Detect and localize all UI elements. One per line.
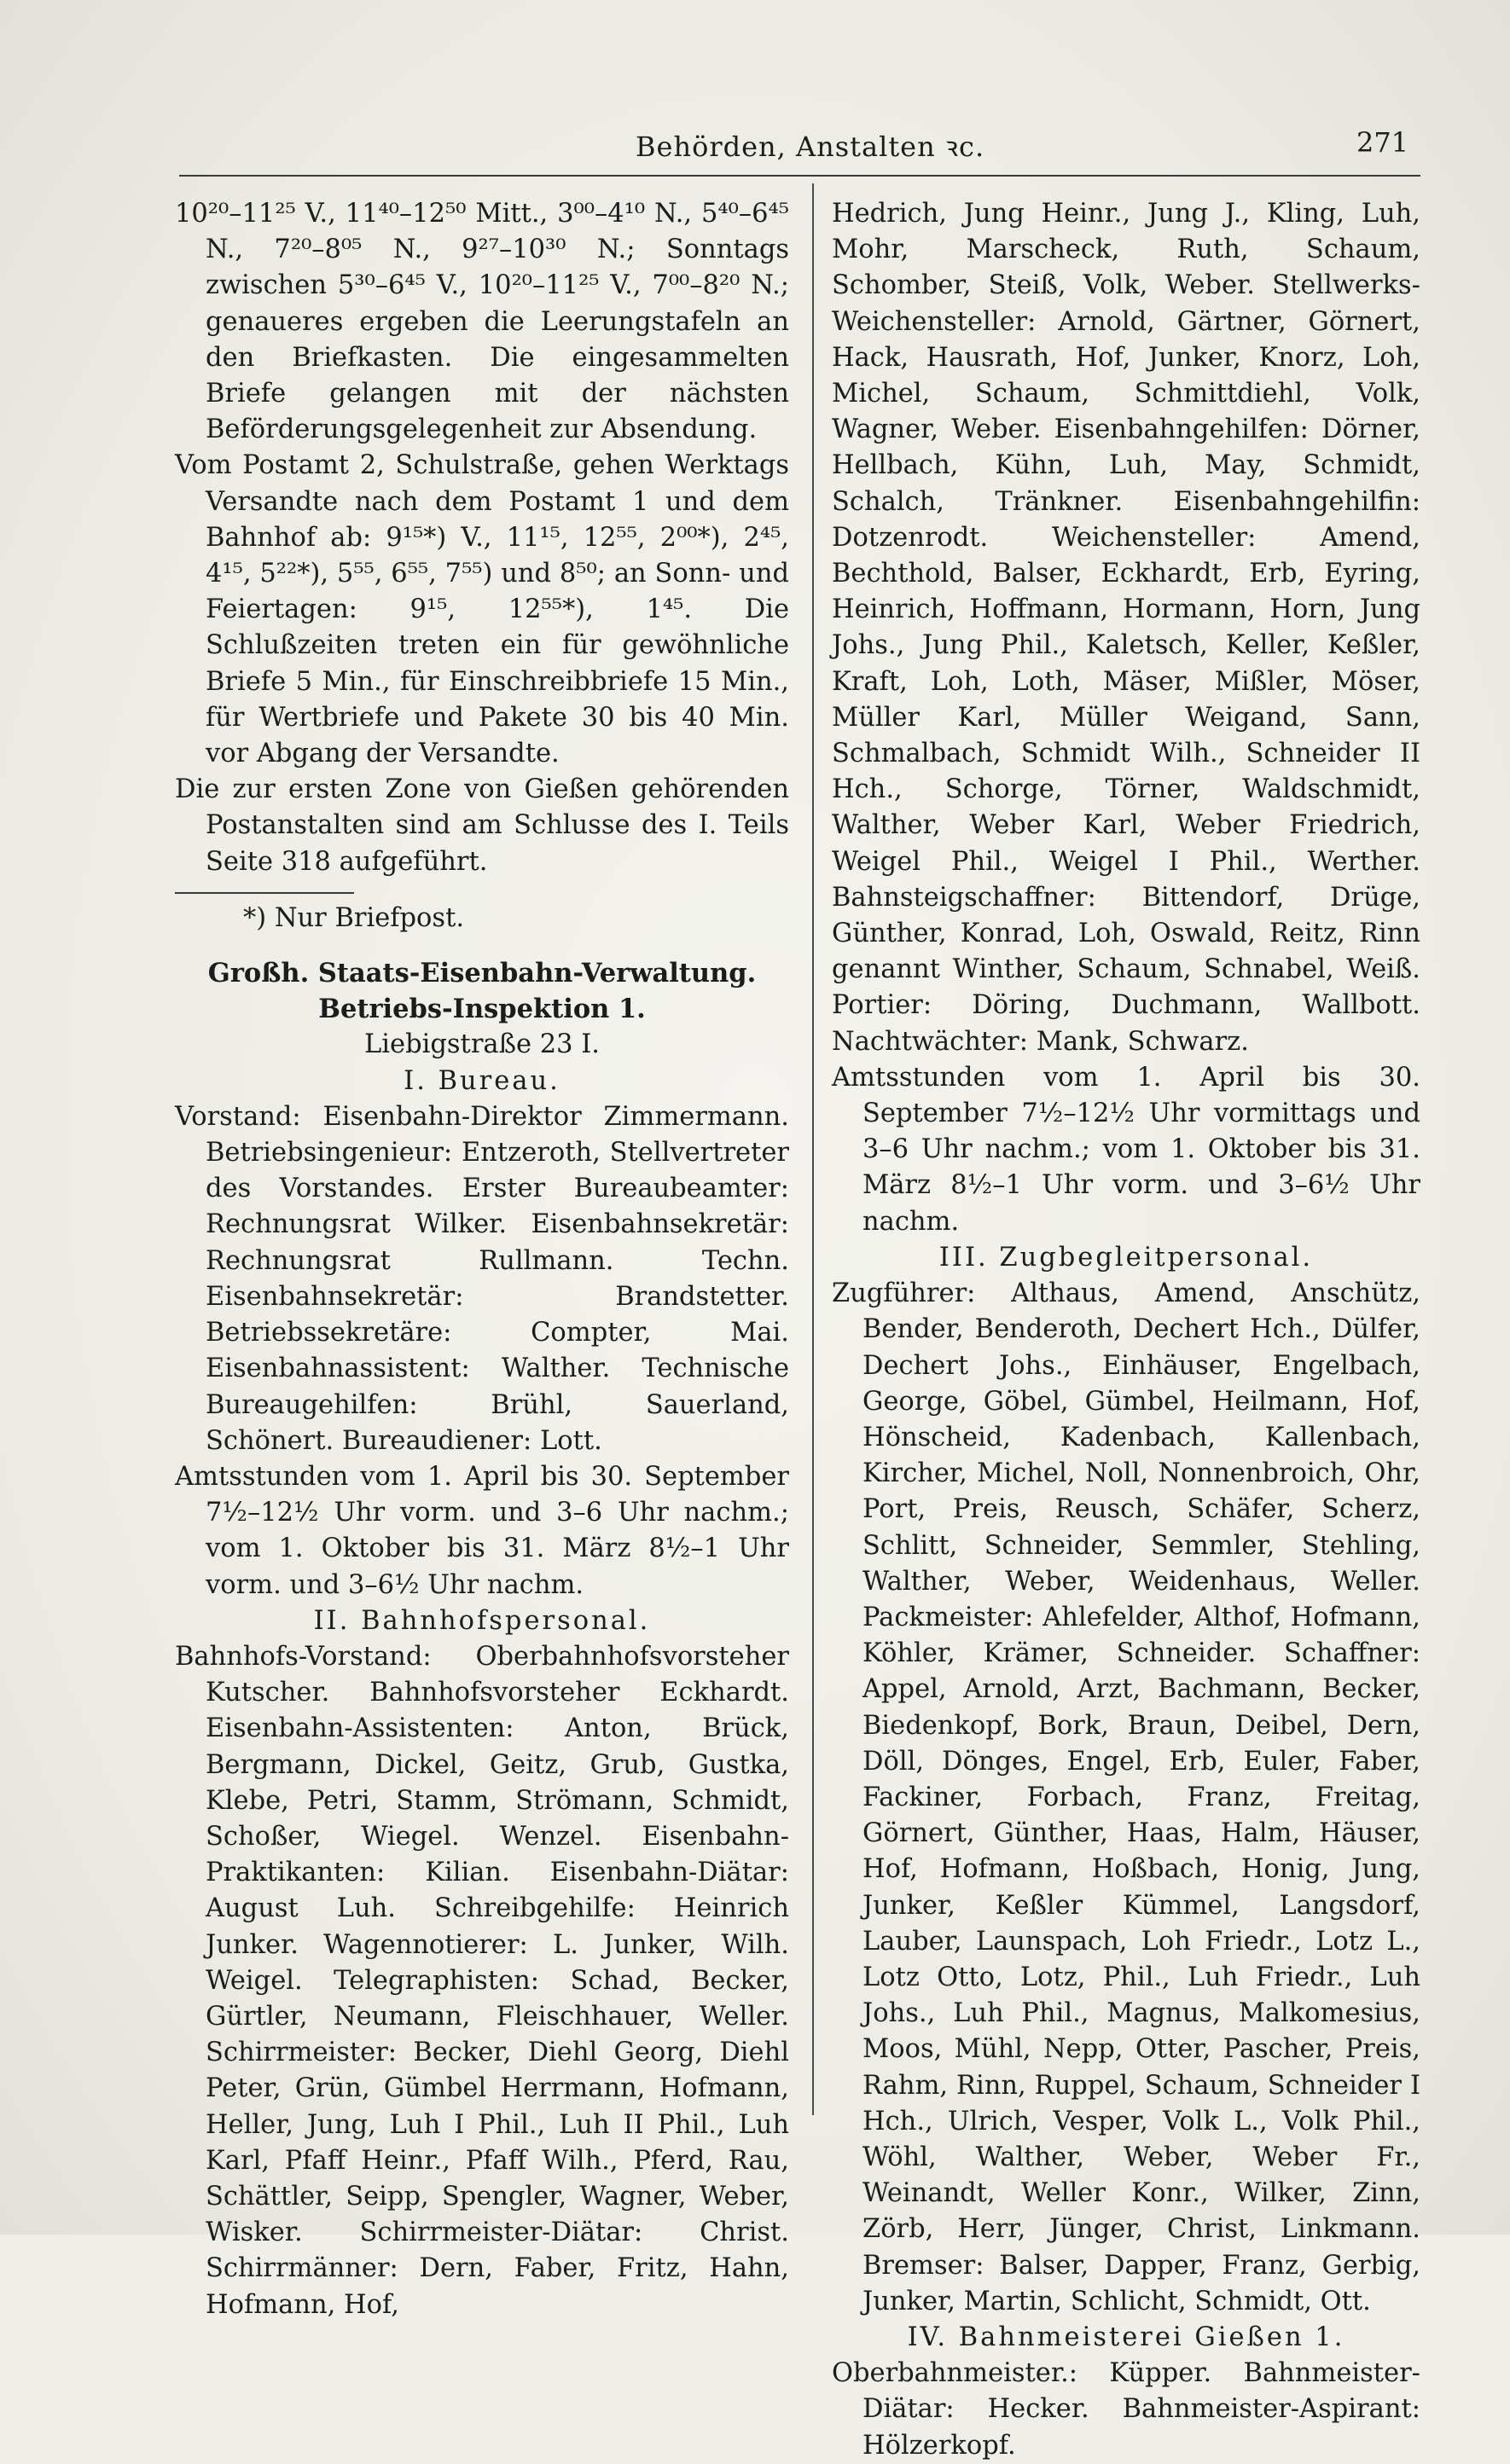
train-crew: Zugführer: Althaus, Amend, Anschütz, Bender, Benderoth, Dechert Hch., Dülfer, Dechert Johs., Einhäuser, Engelbach, George, Göbel, Gümbel, Heilmann, Hof, Hönscheid, Kadenbach, Kallenbach, Kircher, Michel, Noll, Nonnenbroich, Ohr, Port, Preis, Reusch, Schäfer, Scherz, Schlitt, Schneider, Semmler, Stehling, Walther, Weber, Weidenhaus, Weller. Packmeister: Ahlefelder, Althof, Hofmann, Köhler, Krämer, Schneider. Schaffner: Appel, Arnold, Arzt, Bachmann, Becker, Biedenkopf, Bork, Braun, Deibel, Dern, Döll, Dönges, Engel, Erb, Euler, Faber, Fackiner, Forbach, Franz, Freitag, Görnert, Günther, Haas, Halm, Häuser, Hof, Hofmann, Hoßbach, Honig, Jung, Junker, Keßler Kümmel, Langsdorf, Lauber, Launspach, Loh Friedr., Lotz L., Lotz Otto, Lotz, Phil., Luh Friedr., Luh Johs., Luh Phil., Magnus, Malkomesius, Moos, Mühl, Nepp, Otter, Pascher, Preis, Rahm, Rinn, Ruppel, Schaum, Schneider I Hch., Ulrich, Vesper, Volk L., Volk Phil., Wöhl, Walther, Weber, Weber Fr., Weinandt, Weller Konr., Wilker, Zinn, Zörb, Herr, Jünger, Christ, Linkmann. Bremser: Balser, Dapper, Franz, Gerbig, Junker, Martin, Schlicht, Schmidt, Ott. [832, 1278, 1420, 2316]
address: Liebigstraße 23 I. [364, 1029, 600, 1060]
footnote: *) Nur Briefpost. [243, 902, 465, 933]
postamt-2-paragraph: Vom Postamt 2, Schulstraße, gehen Werktags Versandte nach dem Postamt 1 und dem Bahnhof ab: 9¹⁵*) V., 11¹⁵, 12⁵⁵, 2⁰⁰*), 2⁴⁵, 4¹⁵, 5²²*), 5⁵⁵, 6⁵⁵, 7⁵⁵) und 8⁵⁰; an Sonn- und Feiertagen: 9¹⁵, 12⁵⁵*), 1⁴⁵. Die Schlußzeiten treten ein für gewöhnliche Briefe 5 Min., für Einschreibbriefe 15 Min., für Wertbriefe und Pakete 30 bis 40 Min. vor Abgang der Versandte. [175, 450, 789, 769]
right-column [832, 196, 1420, 2464]
subsection-title-track-maintenance: IV. Bahnmeisterei Gießen 1. [907, 2322, 1345, 2352]
left-column [175, 196, 789, 2323]
subsection-title-train-crew: III. Zugbegleitpersonal. [938, 1242, 1314, 1273]
footnote-rule [175, 892, 354, 894]
running-head: Behörden, Anstalten ꝛc. [636, 130, 985, 163]
post-collection-times: 10²⁰–11²⁵ V., 11⁴⁰–12⁵⁰ Mitt., 3⁰⁰–4¹⁰ N., 5⁴⁰–6⁴⁵ N., 7²⁰–8⁰⁵ N., 9²⁷–10³⁰ N.; Sonntags zwischen 5³⁰–6⁴⁵ V., 10²⁰–11²⁵ V., 7⁰⁰–8²⁰ N.; genaueres ergeben die Leerungstafeln an den Briefkasten. Die eingesammelten Briefe gelangen mit der nächsten Beförderungsgelegenheit zur Absendung. [175, 199, 789, 445]
section-heading-railway: Großh. Staats-Eisenbahn-Verwaltung. [207, 958, 757, 989]
station-staff: Bahnhofs-Vorstand: Oberbahnhofsvorsteher Kutscher. Bahnhofsvorsteher Eckhardt. Eisenbahn-Assistenten: Anton, Brück, Bergmann, Dickel, Geitz, Grub, Gustka, Klebe, Petri, Stamm, Strömann, Schmidt, Schoßer, Wiegel. Wenzel. Eisenbahn-Praktikanten: Kilian. Eisenbahn-Diätar: August Luh. Schreibgehilfe: Heinrich Junker. Wagennotierer: L. Junker, Wilh. Weigel. Telegraphisten: Schad, Becker, Gürtler, Neumann, Fleischhauer, Weller. Schirrmeister: Becker, Diehl Georg, Diehl Peter, Grün, Gümbel Herrmann, Hofmann, Heller, Jung, Luh I Phil., Luh II Phil., Luh Karl, Pfaff Heinr., Pfaff Wilh., Pferd, Rau, Schättler, Seipp, Spengler, Wagner, Weber, Wisker. Schirrmeister-Diätar: Christ. Schirrmänner: Dern, Faber, Fritz, Hahn, Hofmann, Hof, [175, 1641, 789, 2320]
page-number: 271 [1356, 126, 1409, 159]
column-divider [812, 183, 814, 2115]
track-maintenance-staff: Oberbahnmeister.: Küpper. Bahnmeister-Diätar: Hecker. Bahnmeister-Aspirant: Hölzerkopf. [832, 2358, 1420, 2461]
header-rule [179, 175, 1420, 177]
subsection-title-station-staff: II. Bahnhofspersonal. [313, 1605, 651, 1636]
bureau-office-hours: Amtsstunden vom 1. April bis 30. September 7½–12½ Uhr vorm. und 3–6 Uhr nachm.; vom 1. Oktober bis 31. März 8½–1 Uhr vorm. und 3–6½ Uhr nachm. [175, 1461, 789, 1600]
section-heading-inspection: Betriebs-Inspektion 1. [318, 994, 646, 1025]
subsection-title-bureau: I. Bureau. [404, 1065, 560, 1096]
station-staff-continued: Hedrich, Jung Heinr., Jung J., Kling, Luh, Mohr, Marscheck, Ruth, Schaum, Schomber, Steiß, Volk, Weber. Stellwerks-Weichensteller: Arnold, Gärtner, Görnert, Hack, Hausrath, Hof, Junker, Knorz, Loh, Michel, Schaum, Schmittdiehl, Volk, Wagner, Weber. Eisenbahngehilfen: Dörner, Hellbach, Kühn, Luh, May, Schmidt, Schalch, Tränkner. Eisenbahngehilfin: Dotzenrodt. Weichensteller: Amend, Bechthold, Balser, Eckhardt, Erb, Eyring, Heinrich, Hoffmann, Hormann, Horn, Jung Johs., Jung Phil., Kaletsch, Keller, Keßler, Kraft, Loh, Loth, Mäser, Mißler, Möser, Müller Karl, Müller Weigand, Sann, Schmalbach, Schmidt Wilh., Schneider II Hch., Schorge, Törner, Waldschmidt, Walther, Weber Karl, Weber Friedrich, Weigel Phil., Weigel I Phil., Werther. Bahnsteigschaffner: Bittendorf, Drüge, Günther, Konrad, Loh, Oswald, Reitz, Rinn genannt Winther, Schaum, Schnabel, Weiß. Portier: Döring, Duchmann, Wallbott. Nachtwächter: Mank, Schwarz. [832, 199, 1420, 1057]
bureau-staff: Vorstand: Eisenbahn-Direktor Zimmermann. Betriebsingenieur: Entzeroth, Stellvertreter des Vorstandes. Erster Bureaubeamter: Rechnungsrat Wilker. Eisenbahnsekretär: Rechnungsrat Rullmann. Techn. Eisenbahnsekretär: Brandstetter. Betriebssekretäre: Compter, Mai. Eisenbahnassistent: Walther. Technische Bureaugehilfen: Brühl, Sauerland, Schönert. Bureaudiener: Lott. [175, 1101, 789, 1456]
station-office-hours: Amtsstunden vom 1. April bis 30. September 7½–12½ Uhr vormittags und 3–6 Uhr nachm.; vom 1. Oktober bis 31. März 8½–1 Uhr vorm. und 3–6½ Uhr nachm. [832, 1062, 1420, 1237]
zone-paragraph: Die zur ersten Zone von Gießen gehörenden Postanstalten sind am Schlusse des I. Teils Seite 318 aufgeführt. [175, 774, 789, 877]
